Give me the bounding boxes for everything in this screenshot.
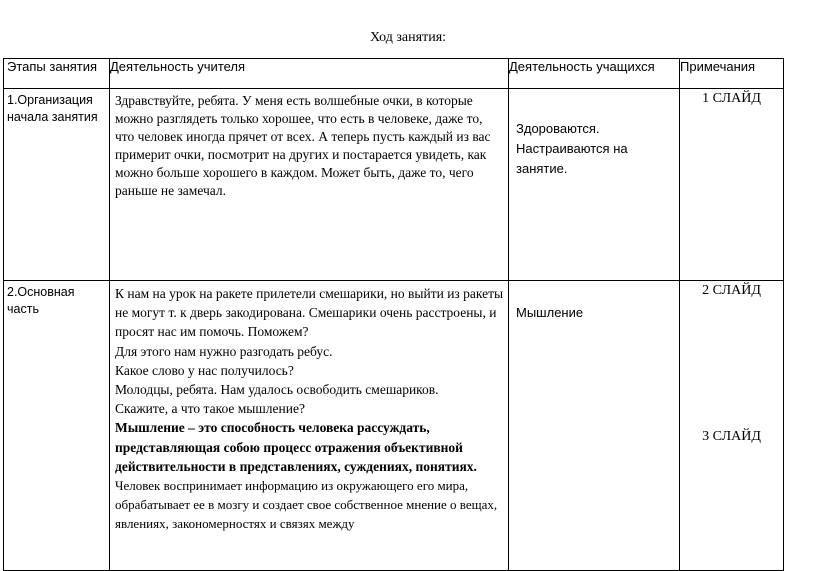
teacher-text-line: Скажите, а что такое мышление? [115, 401, 305, 417]
row1-stage: 1.Организация начала занятия [4, 89, 110, 281]
thinking-definition: Мышление – это способность человека рассуждать, представляющая собою процесс отражения объективной действительности в представлениях, суждениях, понятиях. [115, 420, 477, 474]
row2-notes [680, 281, 784, 571]
header-notes: Примечания [680, 59, 784, 89]
table-row [4, 89, 784, 281]
teacher-text-line: Для этого нам нужно разгодать ребус. [115, 343, 333, 359]
lesson-plan-table [3, 58, 784, 571]
slide-3-note: 3 СЛАЙД [702, 429, 761, 444]
teacher-text-line: Какое слово у нас получилось? [115, 362, 294, 378]
teacher-text-tail: Человек воспринимает информацию из окружающего его мира, обрабатывает ее в мозгу и создает свое собственное мнение о вещах, явлениях, закономерностях и связях между [115, 478, 498, 532]
table-header-row [4, 59, 784, 89]
row1-teacher-activity: Здравствуйте, ребята. У меня есть волшебные очки, в которые можно разглядеть только хорошее, что есть в человеке, даже то, что человек иногда прячет от всех. А теперь пусть каждый из вас примерит очки, посмотрит на других и постарается увидеть, как можно больше хорошего в каждом. Может быть, даже то, чего раньше не замечал. [110, 89, 509, 281]
header-student-activity: Деятельность учащихся [509, 59, 680, 89]
table-row [4, 281, 784, 571]
row1-student-activity: Здороваются. Настраиваются на занятие. [509, 89, 680, 281]
header-stages: Этапы занятия [4, 59, 110, 89]
slide-2-note: 2 СЛАЙД [702, 283, 761, 298]
header-teacher-activity: Деятельность учителя [110, 59, 509, 89]
row2-student-activity: Мышление [509, 281, 680, 571]
teacher-text-line: К нам на урок на ракете прилетели смешарики, но выйти из ракеты не могут т. к дверь закодирована. Смешарики очень расстроены, и просят нас им помочь. Поможем? [115, 286, 504, 340]
row1-notes: 1 СЛАЙД [680, 89, 784, 281]
page-title: Ход занятия: [369, 30, 447, 45]
row2-stage: 2.Основная часть [4, 281, 110, 571]
row2-teacher-activity [110, 281, 509, 571]
teacher-text-line: Молодцы, ребята. Нам удалось освободить смешариков. [115, 382, 439, 398]
